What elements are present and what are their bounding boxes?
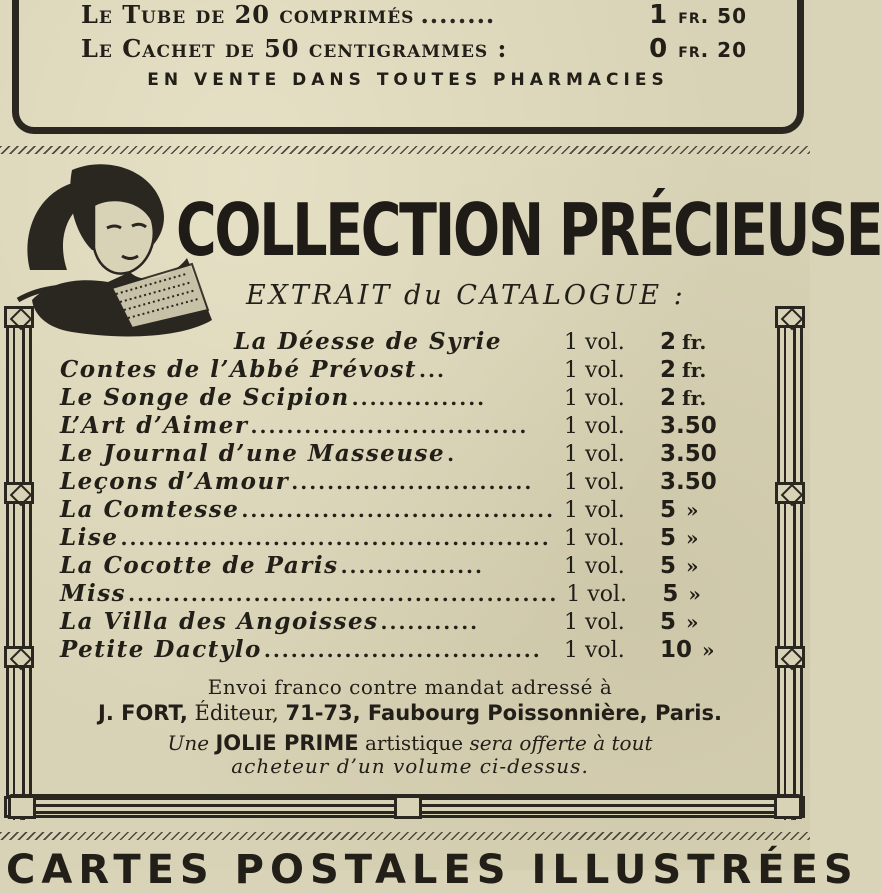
catalogue-item: La Villa des Angoisses ........... 1 vol. 5 » — [60, 608, 699, 635]
right-pillar-ornament — [777, 306, 803, 820]
price-value-cachet: 0 fr. 20 — [649, 34, 747, 64]
catalogue-item: Lise ................................................ 1 vol. 5 » — [60, 524, 699, 551]
publisher-name: J. FORT, — [98, 701, 188, 725]
price-dots: ........ — [420, 0, 496, 29]
price-line-tube — [81, 0, 747, 34]
catalogue-item: L’Art d’Aimer ............................... 1 vol. 3.50 — [60, 412, 717, 439]
publisher-address: 71-73, Faubourg Poissonnière, Paris. — [285, 701, 722, 725]
price-label-tube: Le Tube de 20 comprimés — [81, 0, 415, 29]
catalogue-item: Contes de l’Abbé Prévost ... 1 vol. 2 fr. — [60, 356, 707, 383]
price-box — [12, 0, 804, 134]
envoi-line: Envoi franco contre mandat adressé à — [207, 675, 613, 699]
prime-line-2: acheteur d’un volume ci-dessus. — [231, 754, 589, 778]
catalogue-item: Petite Dactylo ............................... 1 vol. 10 » — [60, 636, 715, 663]
publisher-role: Éditeur, — [187, 701, 286, 725]
divider-rule — [0, 146, 810, 154]
catalogue-item: Le Songe de Scipion ............... 1 vol. 2 fr. — [60, 384, 707, 411]
prime-line-1: Une JOLIE PRIME artistique sera offerte à tout — [167, 731, 653, 755]
catalogue-item: Leçons d’Amour ........................... 1 vol. 3.50 — [60, 468, 717, 495]
catalogue-subtitle: EXTRAIT du CATALOGUE : — [246, 280, 686, 311]
price-value-tube: 1 fr. 50 — [649, 0, 747, 30]
price-line-cachet — [81, 34, 747, 68]
catalogue-item: Miss ................................................ 1 vol. 5 » — [60, 580, 701, 607]
left-pillar-ornament — [6, 306, 32, 820]
divider-rule-bottom — [0, 832, 810, 840]
catalogue-item: La Cocotte de Paris ................ 1 vol. 5 » — [60, 552, 699, 579]
catalogue-list — [60, 328, 760, 664]
bottom-frame-bar — [8, 794, 802, 818]
vente-line: EN VENTE DANS TOUTES PHARMACIES — [147, 70, 669, 90]
catalogue-item: Le Journal d’une Masseuse . 1 vol. 3.50 — [60, 440, 717, 467]
catalogue-item: La Comtesse ................................... 1 vol. 5 » — [60, 496, 699, 523]
price-label-cachet: Le Cachet de 50 centigrammes : — [81, 34, 508, 63]
collection-title: COLLECTION PRÉCIEUSE — [176, 188, 881, 272]
catalogue-item: La Déesse de Syrie 1 vol. 2 fr. — [234, 328, 707, 355]
publisher-line — [60, 701, 760, 725]
next-advert-heading: CARTES POSTALES ILLUSTRÉES — [6, 847, 859, 893]
